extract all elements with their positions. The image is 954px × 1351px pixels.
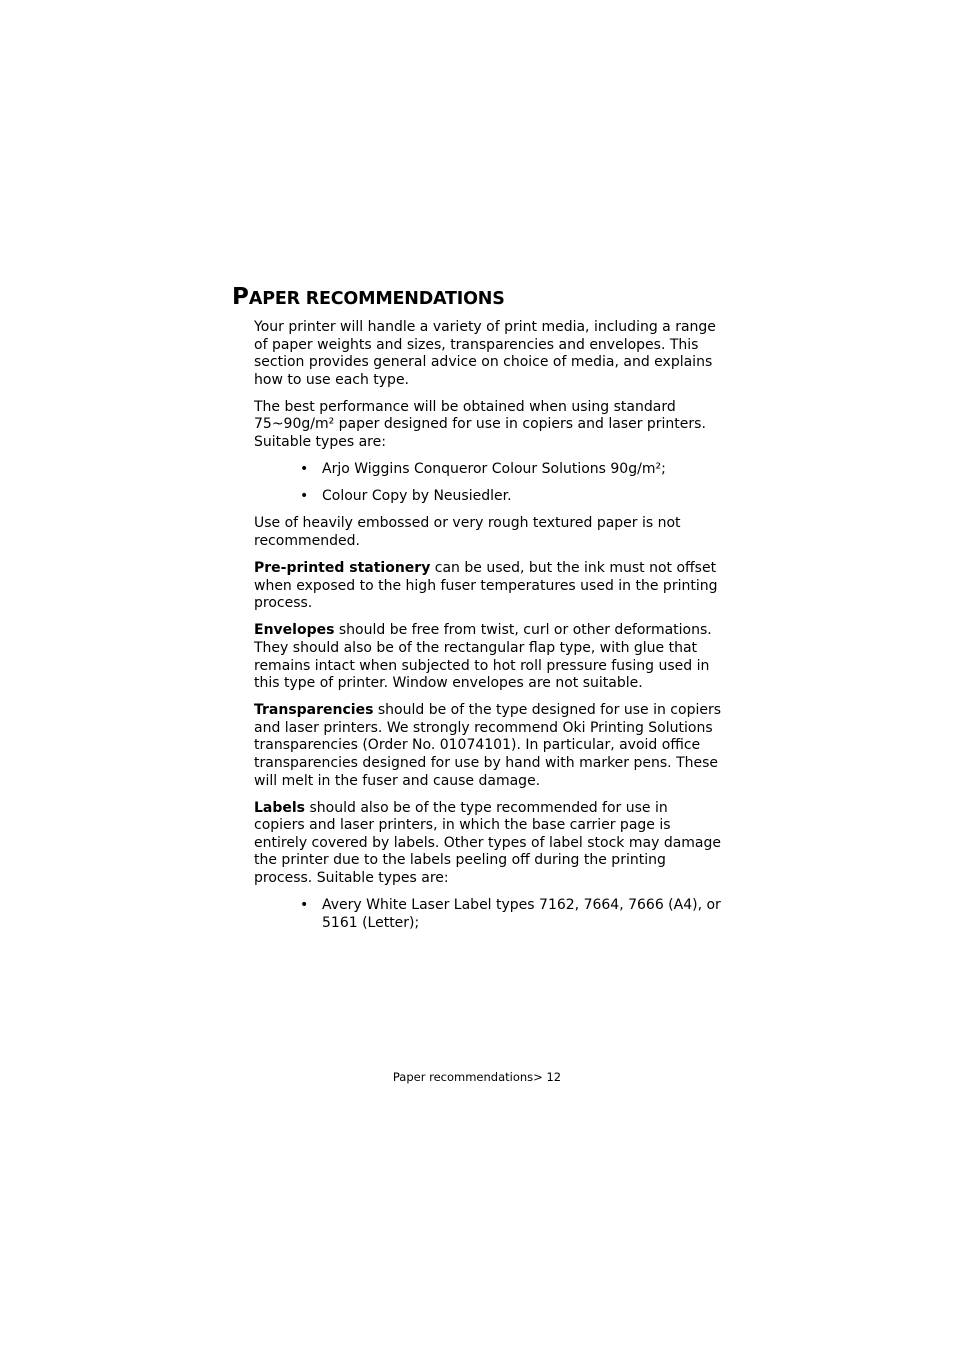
heading-rest: APER RECOMMENDATIONS [248,289,505,309]
transparencies-term: Transparencies [254,702,374,719]
list-item [300,461,722,479]
transparencies-paragraph [254,702,722,790]
body-text [254,319,722,942]
section-heading [232,283,505,313]
paper-types-list [254,461,722,506]
page-footer: Paper recommendations> 12 [392,1070,562,1084]
envelopes-term: Envelopes [254,622,335,639]
preprinted-paragraph [254,560,722,613]
envelopes-paragraph [254,622,722,692]
preprinted-term: Pre-printed stationery [254,560,431,577]
labels-text: should also be of the type recommended for use in copiers and laser printers, in which the base carrier page is entirely covered by labels. Other types of label stock may damage the printer due to the labels peeling off during the printing process. Suitable types are: [254,799,721,887]
labels-term: Labels [254,799,306,816]
label-types-list [254,897,722,932]
intro-paragraph: Your printer will handle a variety of print media, including a range of paper weights and sizes, transparencies and envelopes. This section provides general advice on choice of media, and explains how to use each type. [254,319,716,388]
list-item [300,488,722,506]
preprinted-text: can be used, but the ink must not offset when exposed to the high fuser temperatures used in the printing process. [254,560,718,612]
list-item-text: Arjo Wiggins Conqueror Colour Solutions 90g/m²; [322,461,666,478]
list-item-text: Colour Copy by Neusiedler. [322,488,512,505]
embossed-paragraph: Use of heavily embossed or very rough textured paper is not recommended. [254,515,681,549]
bullet-icon: • [300,461,309,478]
performance-paragraph: The best performance will be obtained when using standard 75~90g/m² paper designed for use in copiers and laser printers. Suitable types are: [254,398,706,451]
list-item-text: Avery White Laser Label types 7162, 7664, 7666 (A4), or 5161 (Letter); [322,897,721,931]
heading-initial: P [232,284,249,310]
transparencies-text: should be of the type designed for use in copiers and laser printers. We strongly recommend Oki Printing Solutions transparencies (Order No. 01074101). In particular, avoid office transparencies designed for use by hand with marker pens. These will melt in the fuser and cause damage. [254,702,722,789]
bullet-icon: • [300,897,309,914]
envelopes-text: should be free from twist, curl or other deformations. They should also be of the rectangular flap type, with glue that remains intact when subjected to hot roll pressure fusing used in this type of printer. Window envelopes are not suitable. [254,622,712,692]
labels-paragraph [254,800,722,888]
list-item [300,897,722,932]
bullet-icon: • [300,488,309,505]
